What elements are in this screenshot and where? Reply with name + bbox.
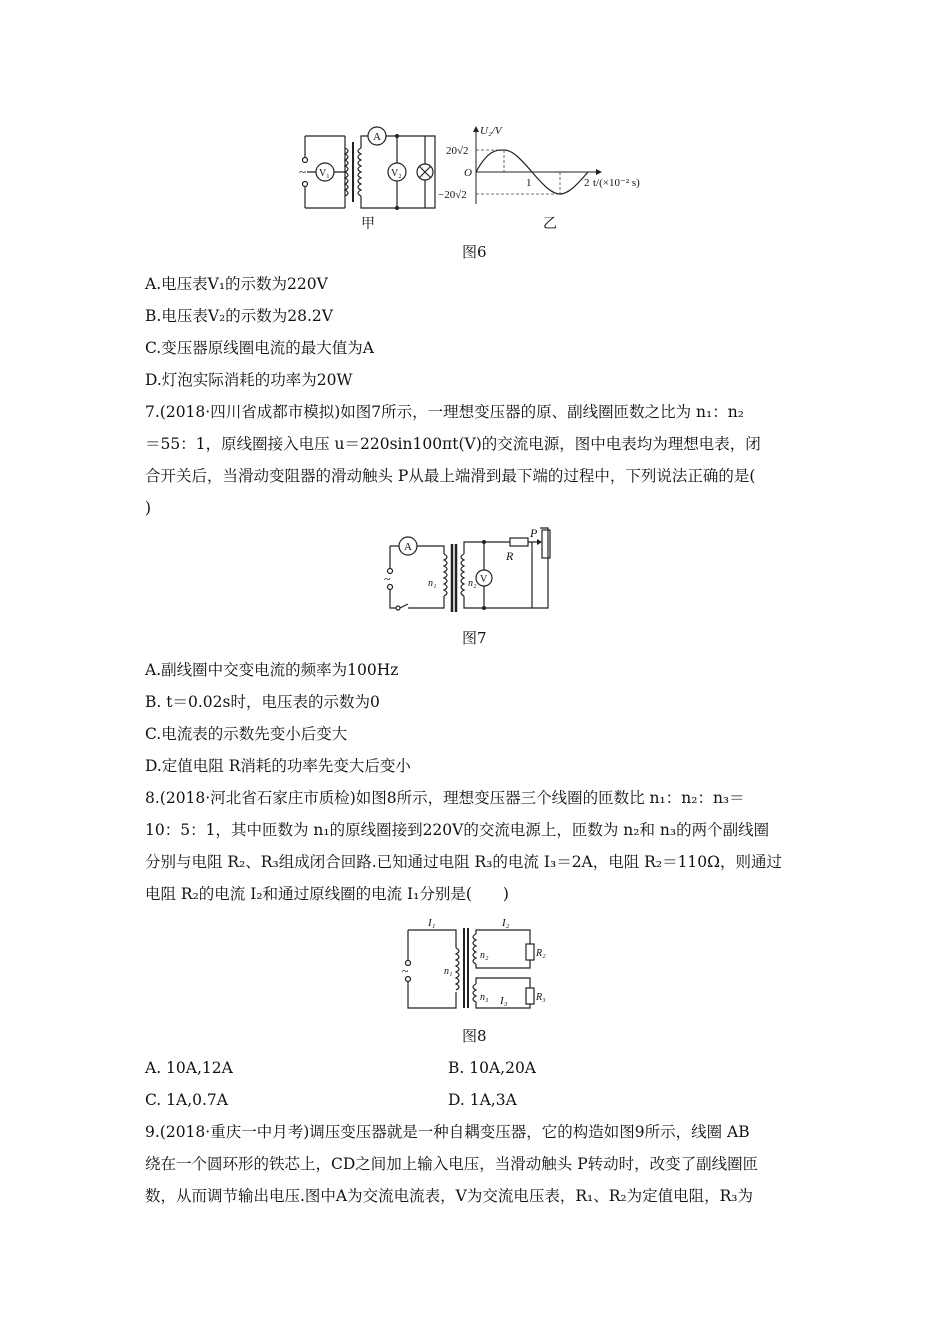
n1-label-7: n₁ <box>428 578 437 589</box>
v2-label: V₂ <box>391 168 402 179</box>
tick-pos: 20√2 <box>446 145 469 157</box>
fig6-caption: 图6 <box>462 243 487 261</box>
figure-7-circuit <box>382 526 572 616</box>
ac-source-symbol-8: ~ <box>402 964 409 978</box>
tick-1: 1 <box>526 177 532 189</box>
n2-label-8: n₂ <box>480 950 489 961</box>
t-axis-label: t/(×10⁻² s) <box>593 177 640 189</box>
r3-label: R₃ <box>536 992 546 1003</box>
q8-line-1: 8.(2018·河北省石家庄市质检)如图8所示，理想变压器三个线圈的匝数比 n₁：n₂：n₃＝ <box>145 789 745 807</box>
i3-label: I₃ <box>500 995 508 1007</box>
resistor-r3 <box>526 988 534 1004</box>
q6-option-d: D.灯泡实际消耗的功率为20W <box>145 371 353 389</box>
ammeter-label: A <box>373 131 381 143</box>
figure-6-waveform <box>440 122 640 232</box>
q8-line-3: 分别与电阻 R₂、R₃组成闭合回路.已知通过电阻 R₃的电流 I₃＝2A，电阻 R₂＝110Ω，则通过 <box>145 853 783 871</box>
q7-option-b: B. t＝0.02s时，电压表的示数为0 <box>145 693 380 711</box>
origin-label: O <box>464 167 472 179</box>
q7-option-c: C.电流表的示数先变小后变大 <box>145 725 348 743</box>
y-axis-label: U₂/V <box>480 125 502 137</box>
q8-option-a: A. 10A,12A <box>145 1059 233 1077</box>
v1-label: V₁ <box>319 168 330 179</box>
p-label-7: P <box>530 526 538 540</box>
n3-label-8: n₃ <box>480 992 489 1003</box>
tick-2: 2 <box>584 177 590 189</box>
ac-source-symbol: ~ <box>299 164 307 179</box>
rheostat <box>542 530 550 558</box>
n2-label-7: n₂ <box>468 578 477 589</box>
n1-label-8: n₁ <box>444 966 453 977</box>
q7-option-a: A.副线圈中交变电流的频率为100Hz <box>145 661 399 679</box>
q7-option-d: D.定值电阻 R消耗的功率先变大后变小 <box>145 757 411 775</box>
q8-line-2: 10：5：1，其中匝数为 n₁的原线圈接到220V的交流电源上，匝数为 n₂和 n₃的两个副线圈 <box>145 821 770 839</box>
q7-line-4: ) <box>145 499 152 517</box>
fig8-caption: 图8 <box>462 1027 487 1045</box>
q6-option-a: A.电压表V₁的示数为220V <box>145 275 328 293</box>
q8-option-b: B. 10A,20A <box>448 1059 537 1077</box>
ammeter-7-label: A <box>404 541 412 553</box>
q9-line-3: 数，从而调节输出电压.图中A为交流电流表，V为交流电压表，R₁、R₂为定值电阻，R₃为 <box>145 1187 753 1205</box>
q6-option-b: B.电压表V₂的示数为28.2V <box>145 307 333 325</box>
voltmeter-7-label: V <box>480 574 488 585</box>
fig6-yi-label: 乙 <box>543 217 557 232</box>
ac-source-symbol-7: ~ <box>384 572 391 586</box>
q8-option-c: C. 1A,0.7A <box>145 1091 228 1109</box>
q7-line-2: ＝55：1，原线圈接入电压 u＝220sin100πt(V)的交流电源，图中电表均为理想电表，闭 <box>145 435 761 453</box>
resistor-r <box>510 538 528 546</box>
figure-8-circuit <box>398 912 568 1012</box>
r2-label: R₂ <box>536 948 546 959</box>
switch-icon <box>396 606 400 610</box>
i1-label: I₁ <box>428 917 436 929</box>
q8-option-d: D. 1A,3A <box>448 1091 517 1109</box>
q7-line-1: 7.(2018·四川省成都市模拟)如图7所示，一理想变压器的原、副线圈匝数之比为 n₁：n₂ <box>145 403 744 421</box>
fig6-jia-label: 甲 <box>361 217 375 232</box>
q8-line-4: 电阻 R₂的电流 I₂和通过原线圈的电流 I₁分别是( ) <box>145 885 509 903</box>
resistor-r2 <box>526 944 534 960</box>
fig7-caption: 图7 <box>462 629 487 647</box>
i2-label: I₂ <box>502 917 510 929</box>
tick-neg: −20√2 <box>438 189 467 201</box>
q9-line-1: 9.(2018·重庆一中月考)调压变压器就是一种自耦变压器，它的构造如图9所示，线圈 AB <box>145 1123 750 1141</box>
r-label-7: R <box>506 549 514 563</box>
q6-option-c: C.变压器原线圈电流的最大值为A <box>145 339 374 357</box>
q7-line-3: 合开关后，当滑动变阻器的滑动触头 P从最上端滑到最下端的过程中，下列说法正确的是( <box>145 467 756 485</box>
q9-line-2: 绕在一个圆环形的铁芯上，CD之间加上输入电压，当滑动触头 P转动时，改变了副线圈匝 <box>145 1155 759 1173</box>
